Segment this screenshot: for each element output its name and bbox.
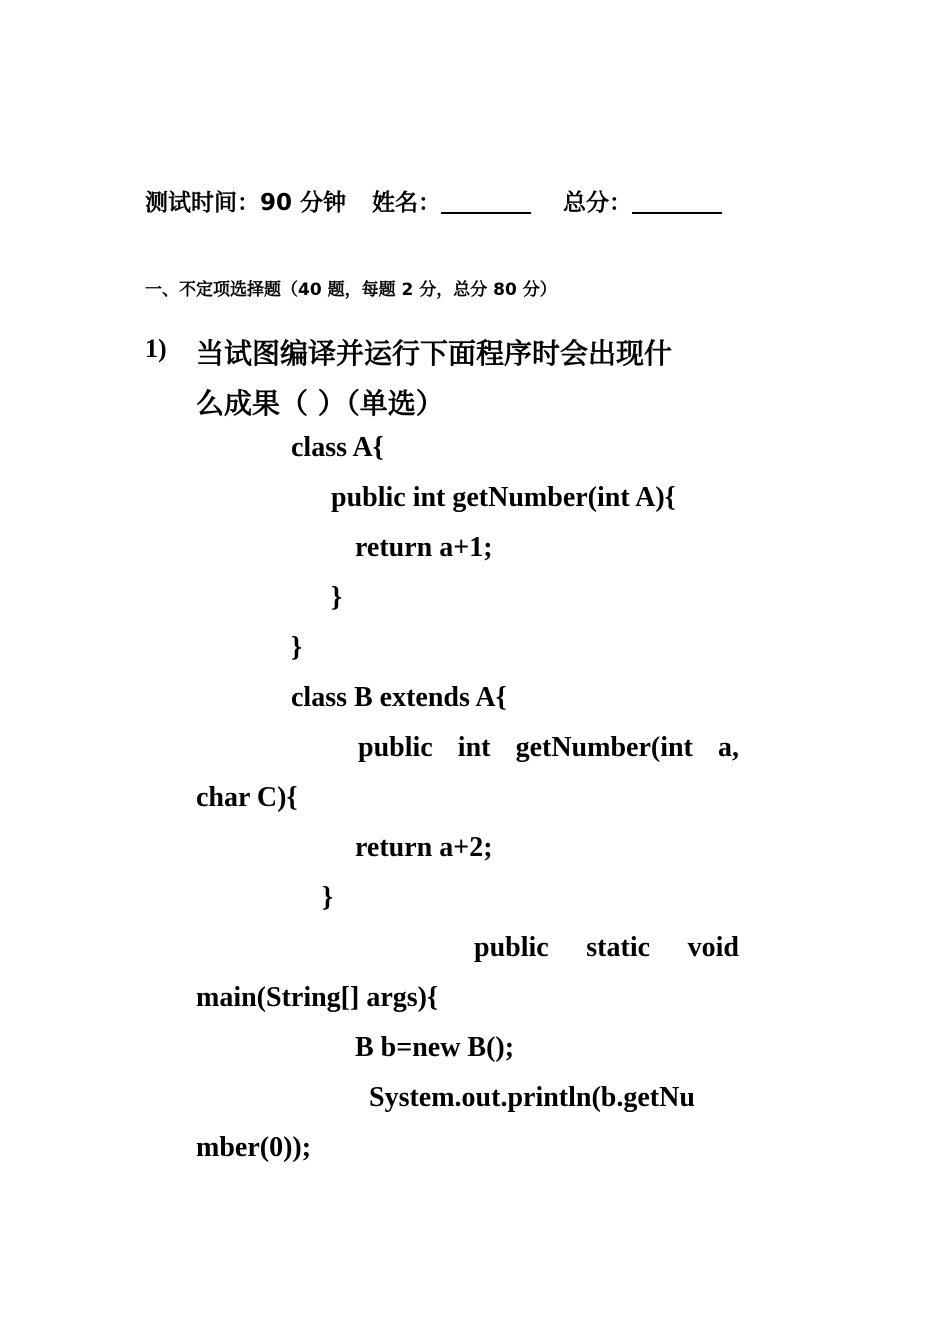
code-line: System.out.println(b.getNu <box>369 1082 695 1113</box>
question-number: 1) <box>145 334 167 363</box>
code-word: static <box>586 932 651 963</box>
code-line-justified <box>358 732 739 764</box>
code-word: int <box>457 732 491 763</box>
code-line-justified <box>474 932 739 964</box>
code-line: return a+1; <box>355 532 493 563</box>
code-line: } <box>331 582 343 613</box>
code-line: class B extends A{ <box>291 682 507 713</box>
code-line: mber(0)); <box>196 1132 312 1163</box>
code-word: getNumber(int <box>515 732 693 763</box>
code-line: char C){ <box>196 782 298 813</box>
code-line: class A{ <box>291 432 384 463</box>
score-blank <box>632 188 722 214</box>
code-line: return a+2; <box>355 832 493 863</box>
code-word: a, <box>717 732 739 763</box>
name-blank <box>441 188 531 214</box>
name-label: 姓名： <box>372 190 442 216</box>
question-text-line-2: 么成果（ ）（单选） <box>196 387 444 420</box>
code-line: main(String[] args){ <box>196 982 439 1013</box>
code-word: public <box>358 732 433 763</box>
code-line: } <box>291 632 303 663</box>
time-label: 测试时间：90 分钟 <box>145 190 347 216</box>
code-word: void <box>687 932 739 963</box>
question-text-line-1: 当试图编译并运行下面程序时会出现什 <box>196 337 673 370</box>
test-info-header <box>145 184 722 217</box>
code-line: } <box>322 882 334 913</box>
code-word: public <box>474 932 549 963</box>
code-line: B b=new B(); <box>355 1032 515 1063</box>
score-label: 总分： <box>563 190 633 216</box>
section-title: 一、不定项选择题（40 题，每题 2 分，总分 80 分） <box>145 280 557 300</box>
code-line: public int getNumber(int A){ <box>331 482 676 513</box>
